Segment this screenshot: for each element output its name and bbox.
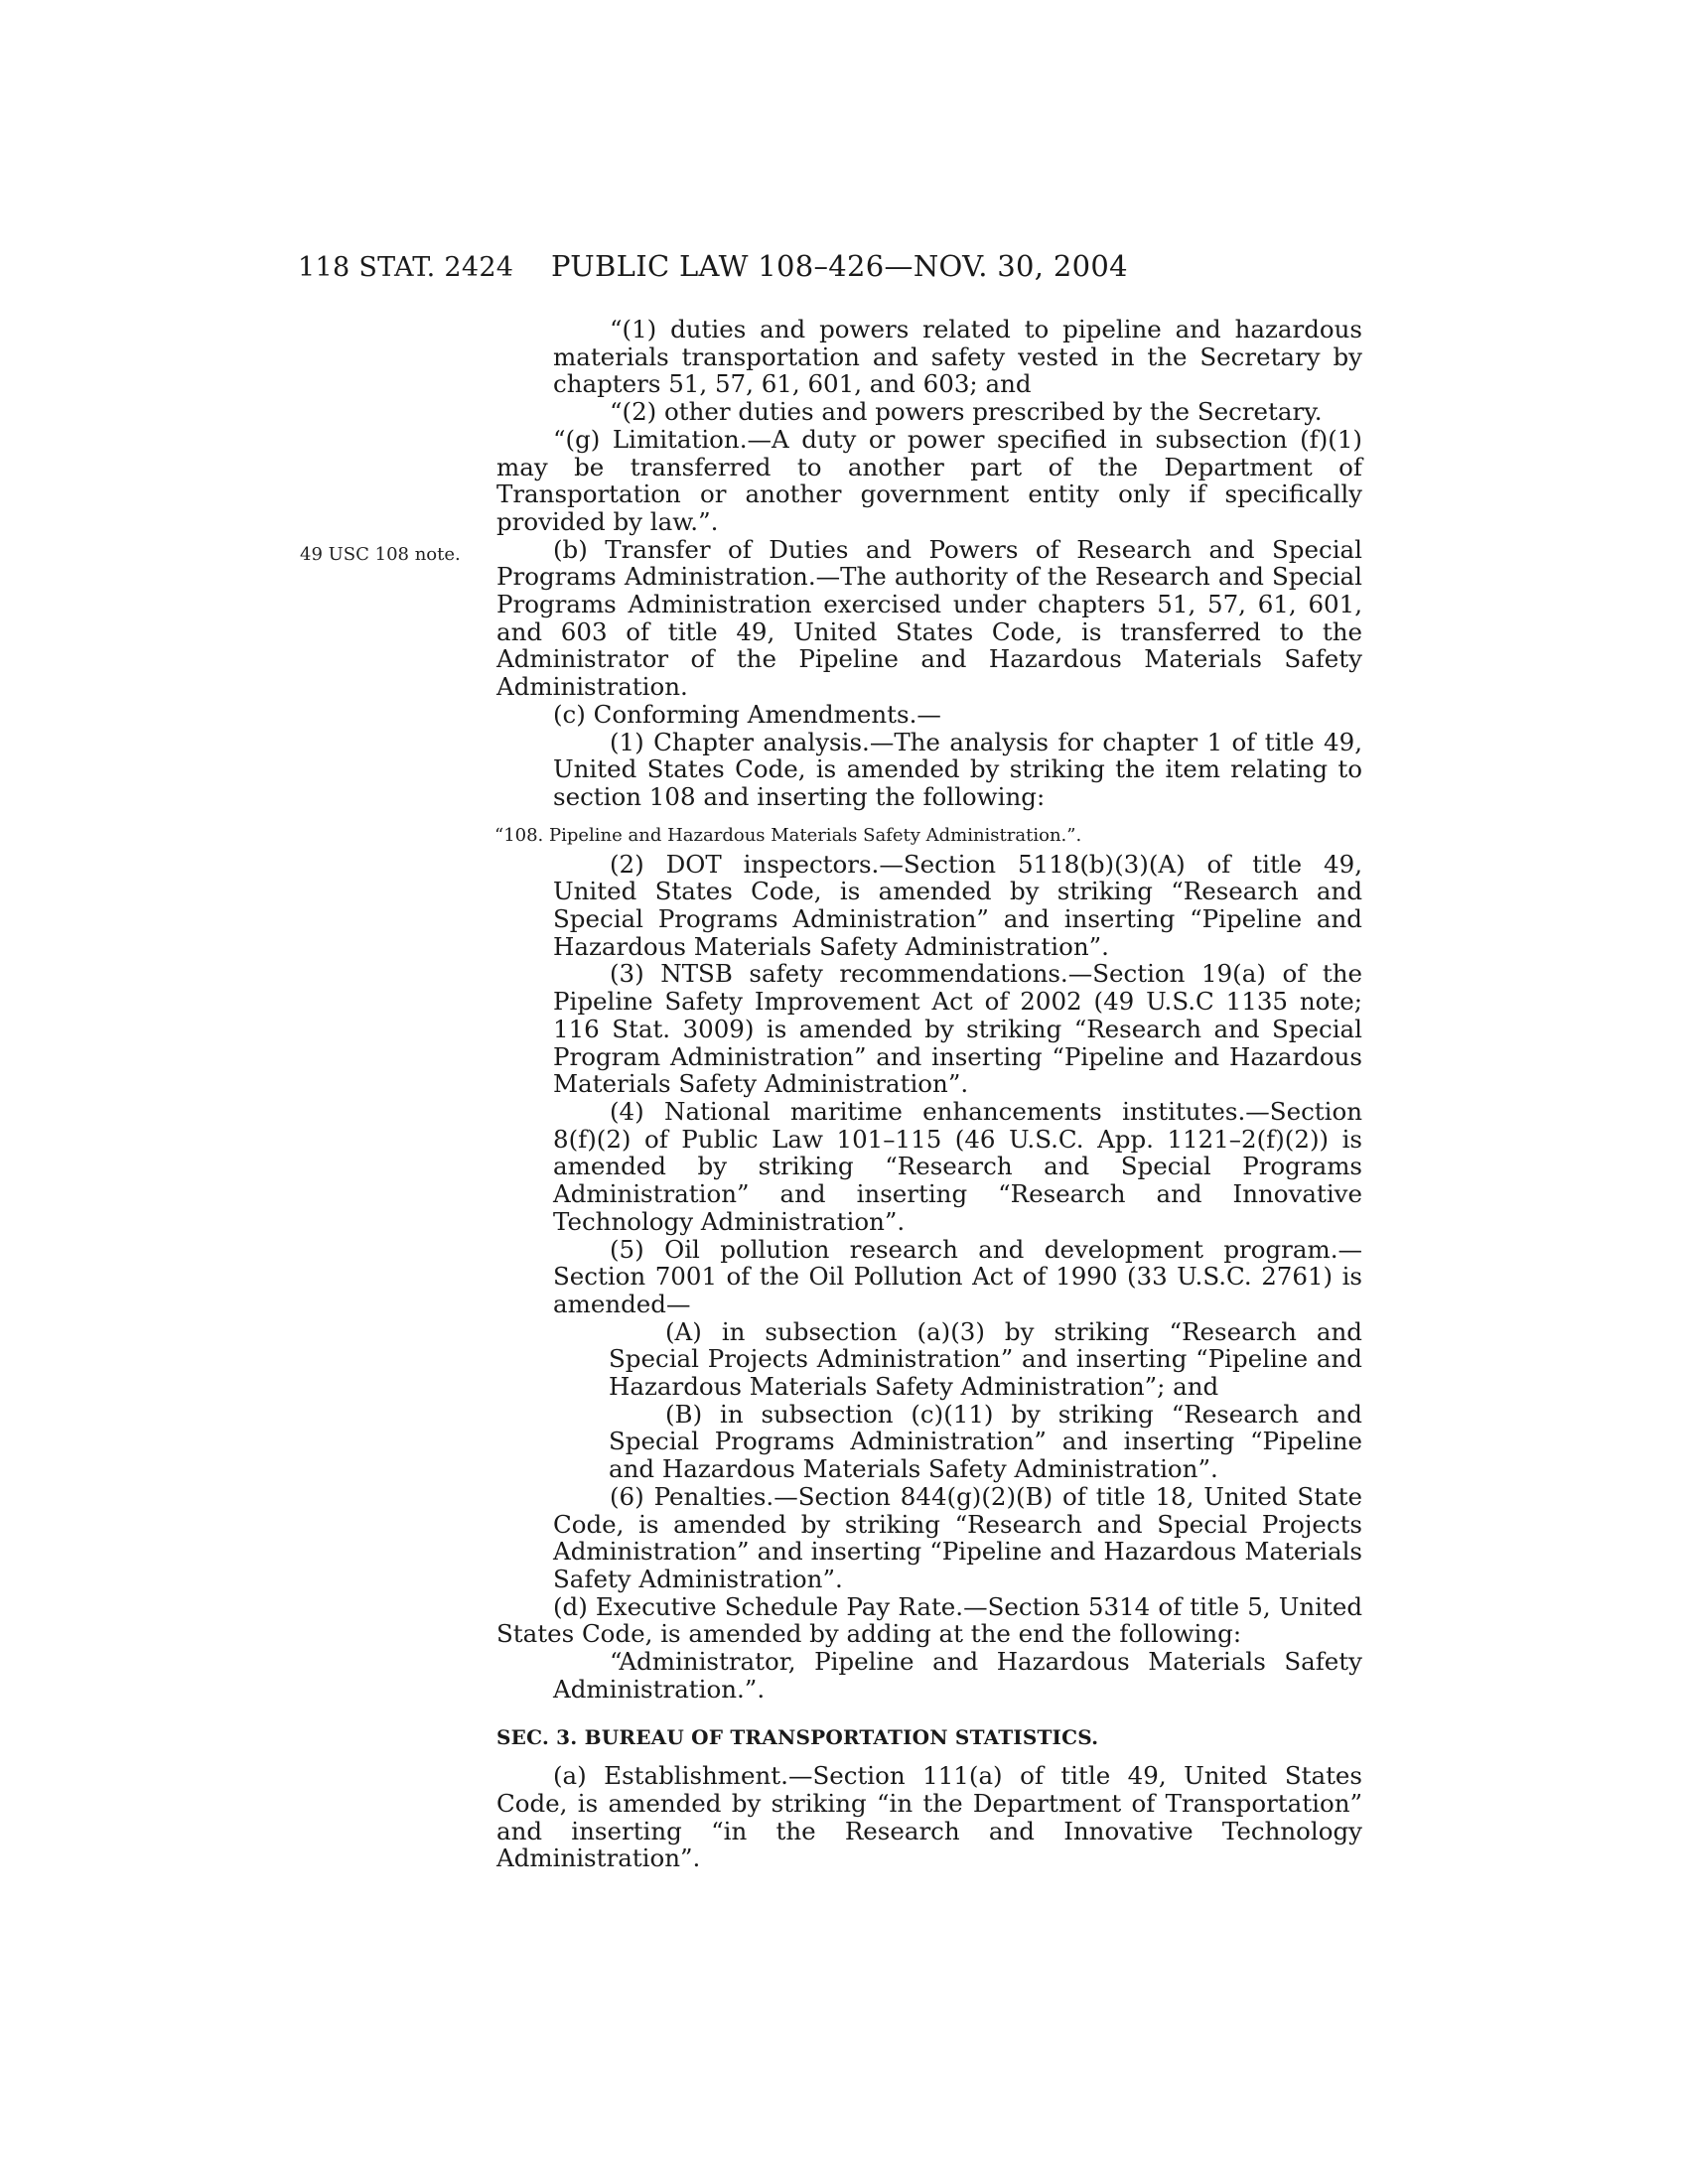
running-header-title: PUBLIC LAW 108–426—NOV. 30, 2004 [551,249,1128,283]
table-of-sections-item: “108. Pipeline and Hazardous Materials Safety Administration.”. [494,824,1082,846]
paragraph-f1: “(1) duties and powers related to pipeline and hazardous materials transportation and safety vested in the Secretary by chapters 51, 57, 61, 601, and 603; and [553,315,1362,399]
paragraph-c5a: (A) in subsection (a)(3) by striking “Research and Special Projects Administration” and inserting “Pipeline and Hazardous Materials Safety Administration”; and [609,1316,1362,1402]
paragraph-a-establishment: (a) Establishment.—Section 111(a) of title 49, United States Code, is amended by striking “in the Department of Transportation” and inserting “in the Research and Innovative Technology Administration”. [496,1761,1362,1873]
paragraph-g-limitation: “(g) Limitation.—A duty or power specified in subsection (f)(1) may be transferred to another part of the Department of Transportation or another government entity only if specifically provided by law.”. [496,424,1362,536]
paragraph-c-conforming: (c) Conforming Amendments.— [553,699,941,729]
paragraph-c5-oil-pollution: (5) Oil pollution research and development program.—Section 7001 of the Oil Pollution Act of 1990 (33 U.S.C. 2761) is amended— [553,1234,1362,1318]
paragraph-c1-chapter-analysis: (1) Chapter analysis.—The analysis for chapter 1 of title 49, United States Code, is amended by striking the item relating to section 108 and inserting the following: [553,727,1362,811]
paragraph-c2-dot-inspectors: (2) DOT inspectors.—Section 5118(b)(3)(A) of title 49, United States Code, is amended by striking “Research and Special Programs Administration” and inserting “Pipeline and Hazardous Materials Safety Administration”. [553,849,1362,961]
paragraph-c5b: (B) in subsection (c)(11) by striking “Research and Special Programs Administration” and inserting “Pipeline and Hazardous Materials Safety Administration”. [609,1399,1362,1484]
paragraph-c6-penalties: (6) Penalties.—Section 844(g)(2)(B) of title 18, United State Code, is amended by striking “Research and Special Projects Administration” and inserting “Pipeline and Hazardous Materials Safety Administration”. [553,1481,1362,1593]
margin-note: 49 USC 108 note. [300,544,461,565]
paragraph-c3-ntsb: (3) NTSB safety recommendations.—Section 19(a) of the Pipeline Safety Improvement Act of 2002 (49 U.S.C 1135 note; 116 Stat. 3009) is amended by striking “Research and Special Program Administration” and inserting “Pipeline and Hazardous Materials Safety Administration”. [553,959,1362,1099]
paragraph-c4-maritime: (4) National maritime enhancements institutes.—Section 8(f)(2) of Public Law 101–115 (46 U.S.C. App. 1121–2(f)(2)) is amended by striking “Research and Special Programs Administration” and inserting “Research and Innovative Technology Administration”. [553,1096,1362,1236]
paragraph-f2: “(2) other duties and powers prescribed by the Secretary. [610,397,1323,427]
document-body [496,316,1362,1872]
section-heading: SEC. 3. BUREAU OF TRANSPORTATION STATISTICS. [496,1725,1099,1750]
stat-page-number: 118 STAT. 2424 [298,252,514,283]
paragraph-d-quote: “Administrator, Pipeline and Hazardous Materials Safety Administration.”. [553,1647,1362,1704]
paragraph-b-transfer: (b) Transfer of Duties and Powers of Research and Special Programs Administration.—The authority of the Research and Special Programs Administration exercised under chapters 51, 57, 61, 601, and 603 of title 49, United States Code, is transferred to the Administrator of the Pipeline and Hazardous Materials Safety Administration. [496,534,1362,702]
paragraph-d-pay-rate: (d) Executive Schedule Pay Rate.—Section 5314 of title 5, United States Code, is amended by adding at the end the following: [496,1591,1362,1649]
